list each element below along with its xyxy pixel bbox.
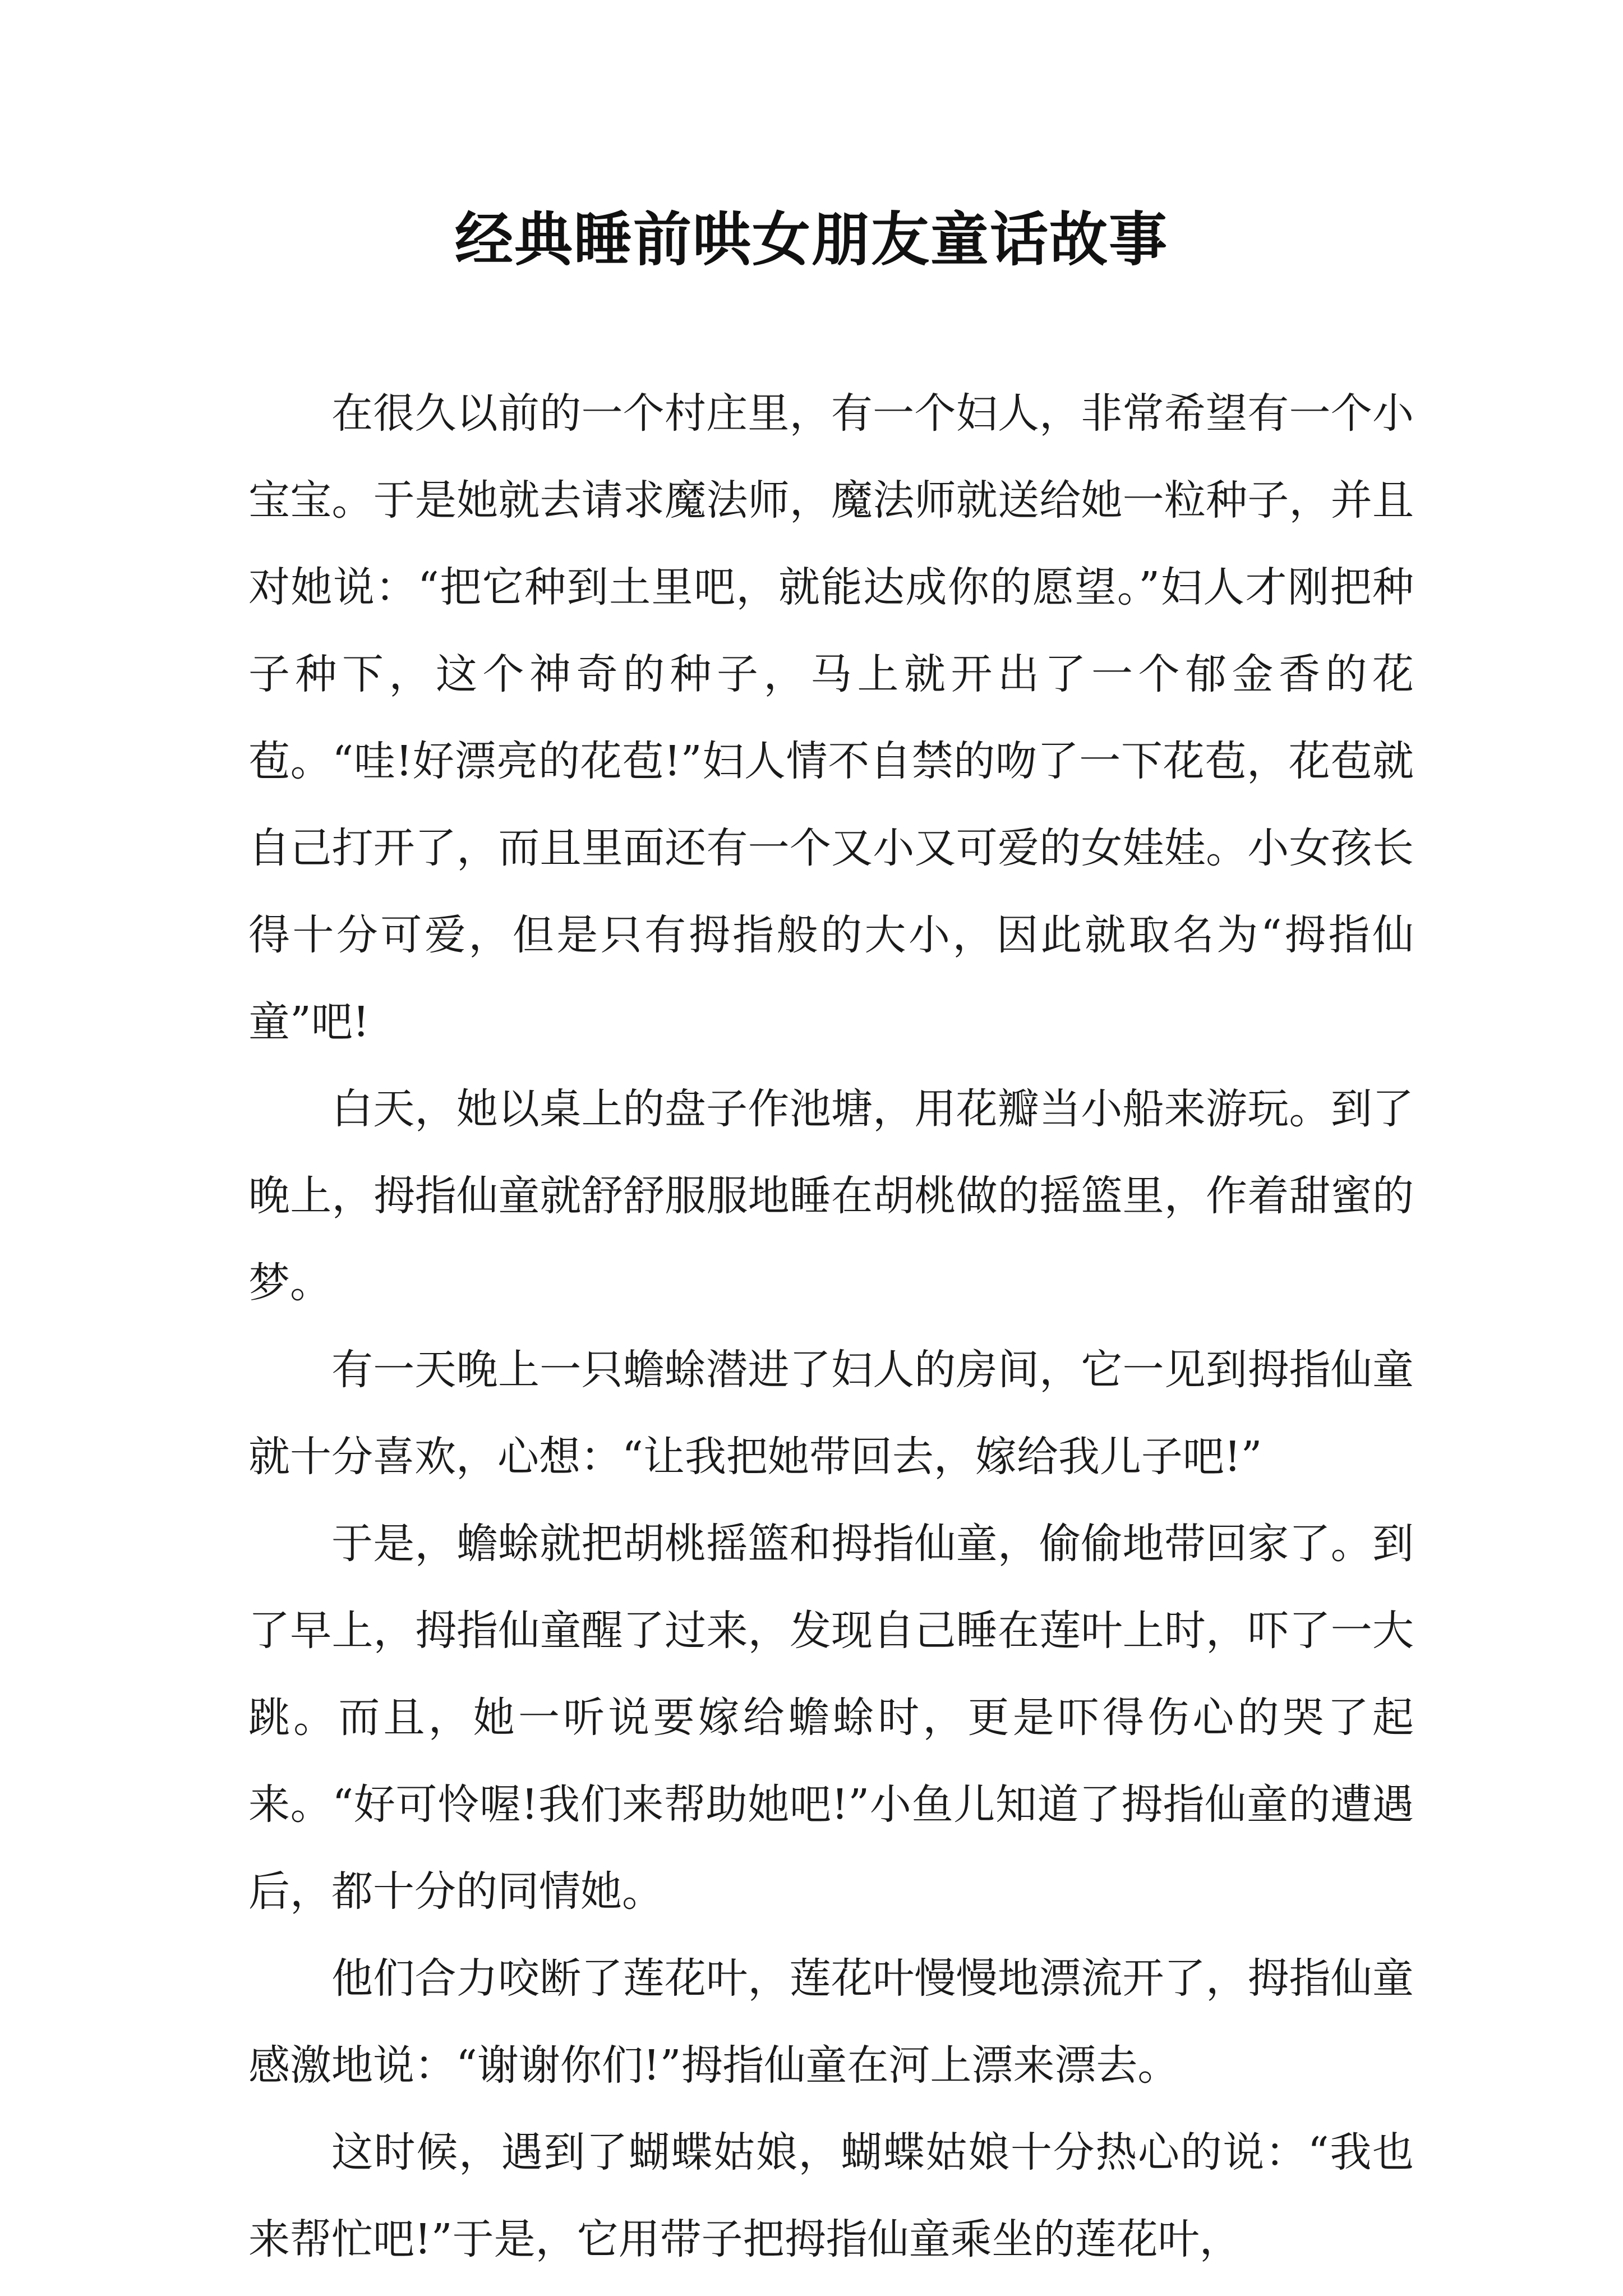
paragraph-3: 有一天晚上一只蟾蜍潜进了妇人的房间，它一见到拇指仙童就十分喜欢，心想：“让我把她带回去，嫁给我儿子吧!”: [248, 1346, 1414, 1481]
document-title: 经典睡前哄女朋友童话故事: [454, 205, 1168, 274]
paragraph-4: 于是，蟾蜍就把胡桃摇篮和拇指仙童，偷偷地带回家了。到了早上，拇指仙童醒了过来，发现自己睡在莲叶上时，吓了一大跳。而且，她一听说要嫁给蟾蜍时，更是吓得伤心的哭了起来。“好可怜喔!我们来帮助她吧!”小鱼儿知道了拇指仙童的遭遇后，都十分的同情她。: [248, 1520, 1414, 1916]
document-body: [248, 370, 1414, 2283]
paragraph-5: 他们合力咬断了莲花叶，莲花叶慢慢地漂流开了，拇指仙童感激地说：“谢谢你们!”拇指仙童在河上漂来漂去。: [248, 1954, 1414, 2090]
paragraph-2: 白天，她以桌上的盘子作池塘，用花瓣当小船来游玩。到了晚上，拇指仙童就舒舒服服地睡在胡桃做的摇篮里，作着甜蜜的梦。: [248, 1085, 1414, 1307]
paragraph-1: 在很久以前的一个村庄里，有一个妇人，非常希望有一个小宝宝。于是她就去请求魔法师，魔法师就送给她一粒种子，并且对她说：“把它种到土里吧，就能达成你的愿望。”妇人才刚把种子种下，这个神奇的种子，马上就开出了一个郁金香的花苞。“哇!好漂亮的花苞!”妇人情不自禁的吻了一下花苞，花苞就自己打开了，而且里面还有一个又小又可爱的女娃娃。小女孩长得十分可爱，但是只有拇指般的大小，因此就取名为“拇指仙童”吧!: [248, 389, 1414, 1046]
paragraph-6: 这时候，遇到了蝴蝶姑娘，蝴蝶姑娘十分热心的说：“我也来帮忙吧!”于是，它用带子把拇指仙童乘坐的莲花叶，: [248, 2128, 1414, 2263]
